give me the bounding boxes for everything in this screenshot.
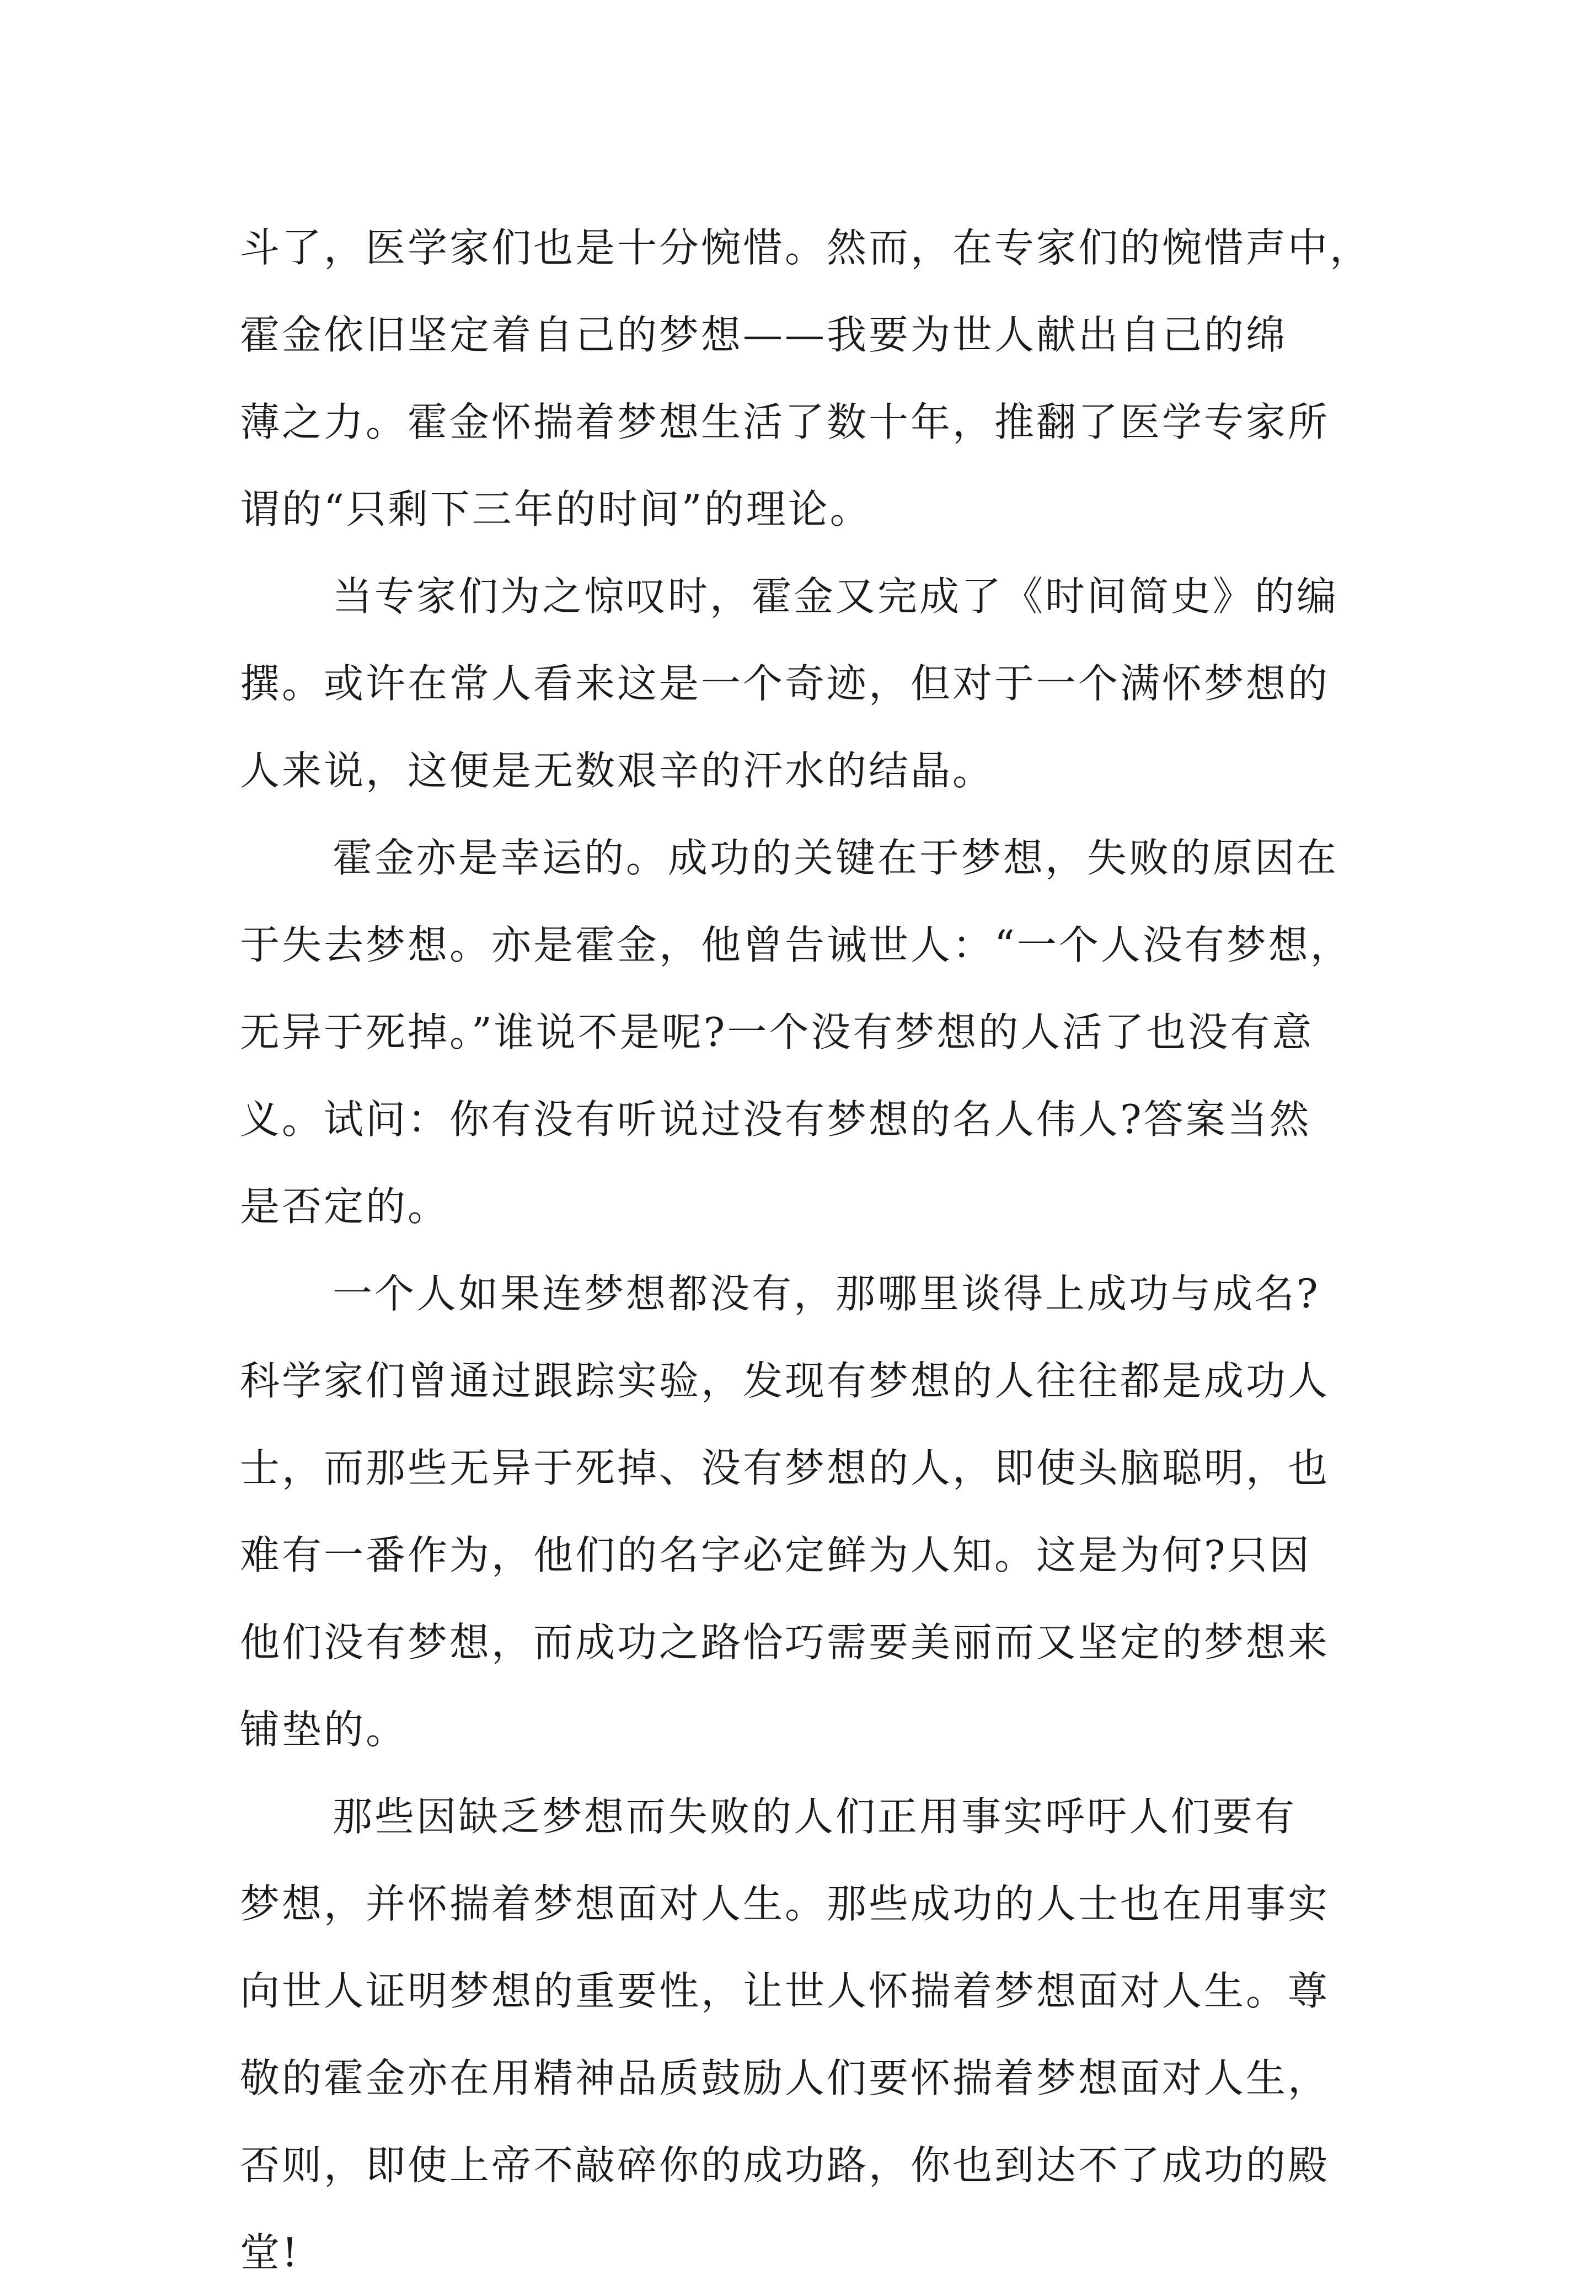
text-line: 义。试问：你有没有听说过没有梦想的名人伟人?答案当然 xyxy=(240,1096,1311,1142)
paragraph xyxy=(240,553,1354,814)
text-line: 向世人证明梦想的重要性，让世人怀揣着梦想面对人生。尊 xyxy=(240,1968,1330,2014)
paragraph xyxy=(240,1773,1354,2296)
text-line: 无异于死掉。”谁说不是呢?一个没有梦想的人活了也没有意 xyxy=(240,1009,1314,1055)
text-line: 谓的“只剩下三年的时间”的理论。 xyxy=(240,486,872,532)
text-line: 霍金亦是幸运的。成功的关键在于梦想，失败的原因在 xyxy=(333,835,1339,881)
text-line: 敬的霍金亦在用精神品质鼓励人们要怀揣着梦想面对人生， xyxy=(240,2055,1330,2101)
document-body xyxy=(240,204,1372,2296)
text-line: 科学家们曾通过跟踪实验，发现有梦想的人往往都是成功人 xyxy=(240,1358,1330,1404)
text-line: 士，而那些无异于死掉、没有梦想的人，即使头脑聪明，也 xyxy=(240,1445,1330,1491)
text-line: 铺垫的。 xyxy=(240,1706,408,1753)
text-line: 斗了，医学家们也是十分惋惜。然而，在专家们的惋惜声中， xyxy=(240,225,1372,271)
text-line: 霍金依旧坚定着自己的梦想——我要为世人献出自己的绵 xyxy=(240,312,1288,358)
text-line: 撰。或许在常人看来这是一个奇迹，但对于一个满怀梦想的 xyxy=(240,660,1330,707)
paragraph xyxy=(240,1250,1354,1773)
text-line: 他们没有梦想，而成功之路恰巧需要美丽而又坚定的梦想来 xyxy=(240,1619,1330,1665)
text-line: 薄之力。霍金怀揣着梦想生活了数十年，推翻了医学专家所 xyxy=(240,399,1330,445)
paragraph xyxy=(240,204,1372,553)
paragraph xyxy=(240,814,1354,1250)
text-line: 否则，即使上帝不敲碎你的成功路，你也到达不了成功的殿 xyxy=(240,2142,1330,2188)
text-line: 是否定的。 xyxy=(240,1183,450,1230)
text-line: 于失去梦想。亦是霍金，他曾告诫世人：“一个人没有梦想， xyxy=(240,922,1352,968)
text-line: 那些因缺乏梦想而失败的人们正用事实呼吁人们要有 xyxy=(333,1793,1297,1840)
text-line: 当专家们为之惊叹时，霍金又完成了《时间简史》的编 xyxy=(333,573,1339,620)
text-line: 难有一番作为，他们的名字必定鲜为人知。这是为何?只因 xyxy=(240,1532,1311,1578)
text-line: 人来说，这便是无数艰辛的汗水的结晶。 xyxy=(240,747,995,794)
text-line: 堂! xyxy=(240,2229,300,2276)
text-line: 梦想，并怀揣着梦想面对人生。那些成功的人士也在用事实 xyxy=(240,1881,1330,1927)
text-line: 一个人如果连梦想都没有，那哪里谈得上成功与成名? xyxy=(333,1270,1320,1317)
